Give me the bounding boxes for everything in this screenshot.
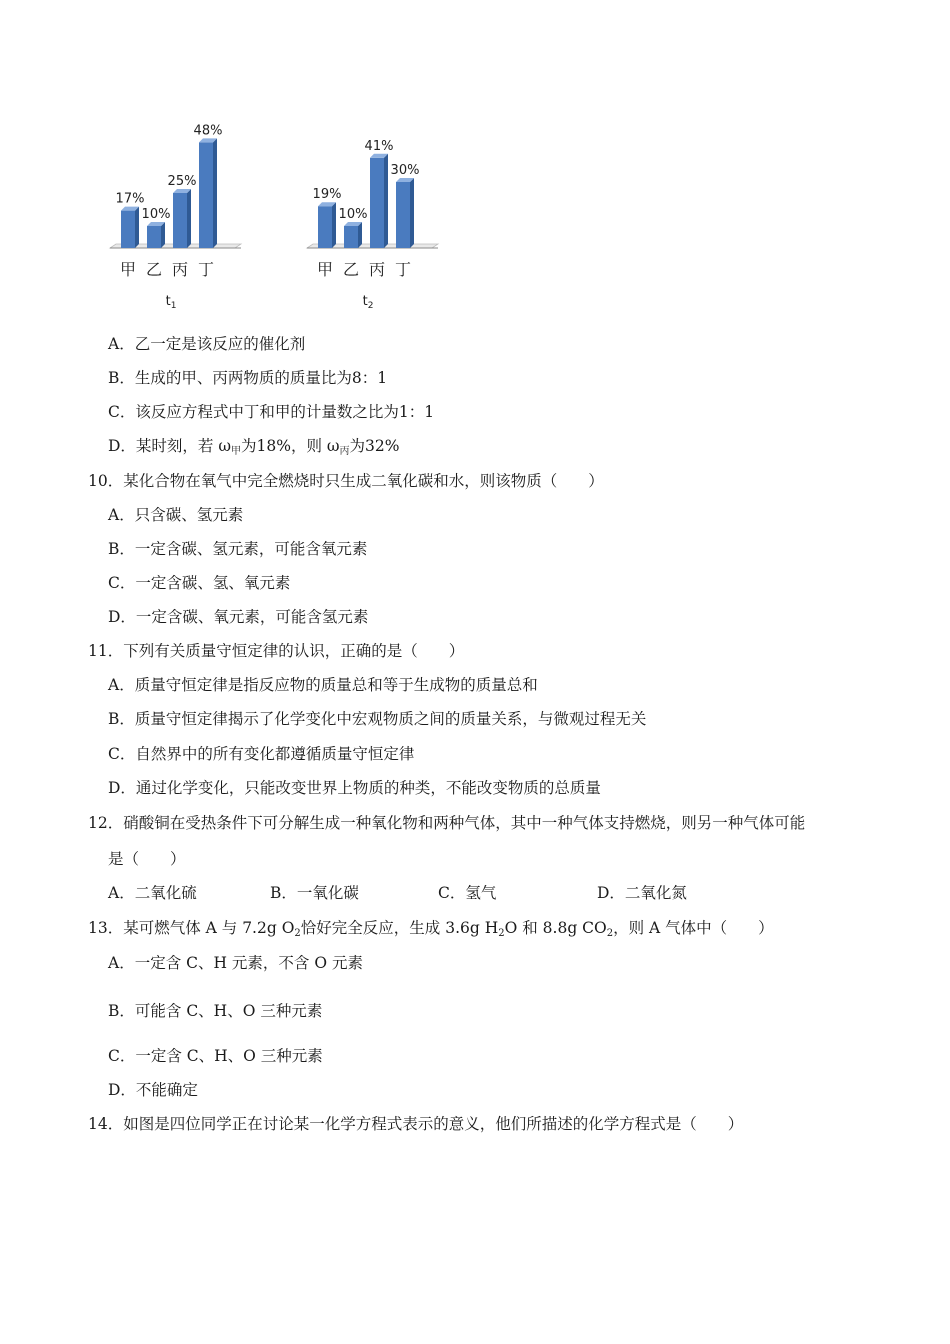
category-label-甲: 甲: [119, 260, 137, 279]
chart-xlabel-subscript: 2: [367, 301, 374, 311]
data-label-丁: 30%: [390, 163, 420, 178]
bar-side-甲: [135, 207, 139, 248]
bar-chart-t1: [105, 118, 255, 317]
q13-option-c: C．一定含 C、H、O 三种元素: [108, 1047, 323, 1065]
q13-stem-text-4: ，则 A 气体中（ ）: [613, 919, 774, 937]
chart-xlabel: $t_2$: [362, 294, 374, 311]
q12-stem-line-2: 是（ ）: [108, 850, 186, 868]
q10-stem: 10．某化合物在氧气中完全燃烧时只生成二氧化碳和水，则该物质（ ）: [88, 472, 604, 490]
q12-option-a: A．二氧化硫: [108, 884, 197, 902]
category-label-丙: 丙: [171, 260, 189, 279]
q9-option-d-sub-2: 丙: [339, 446, 350, 457]
q9-option-d-text-3: 为32%: [349, 437, 400, 455]
q10-option-a: A．只含碳、氢元素: [108, 506, 244, 524]
q11-option-a: A．质量守恒定律是指反应物的质量总和等于生成物的质量总和: [108, 676, 538, 694]
q13-option-d: D．不能确定: [108, 1081, 198, 1099]
bar-chart-t2: [302, 118, 452, 317]
data-label-丁: 48%: [193, 123, 223, 139]
category-label-丙: 丙: [368, 260, 386, 279]
q11-option-c: C．自然界中的所有变化都遵循质量守恒定律: [108, 745, 415, 763]
q9-option-d-sub-1: 甲: [231, 446, 241, 457]
chart-xlabel: $t_1$: [165, 294, 177, 311]
q9-option-a: A．乙一定是该反应的催化剂: [108, 335, 306, 353]
q12-option-d: D．二氧化氮: [597, 884, 687, 902]
bar-chart-t2-svg: [302, 118, 452, 313]
data-label-乙: 10%: [141, 207, 171, 222]
category-label-丁: 丁: [394, 260, 412, 279]
q13-option-b: B．可能含 C、H、O 三种元素: [108, 1002, 323, 1020]
bar-side-丙: [384, 154, 388, 248]
q12-option-b: B．一氧化碳: [270, 884, 359, 902]
q9-option-d-text-2: 为18%，则 ω: [241, 437, 340, 455]
category-label-乙: 乙: [342, 260, 360, 279]
q13-stem-text-3: O 和 8.8g CO: [504, 919, 607, 937]
q13-option-a: A．一定含 C、H 元素，不含 O 元素: [108, 954, 363, 972]
bar-甲: [121, 211, 135, 248]
data-label-丙: 41%: [364, 138, 394, 154]
data-label-甲: 19%: [312, 187, 342, 203]
bar-side-丙: [187, 189, 191, 248]
q10-option-b: B．一定含碳、氢元素，可能含氧元素: [108, 540, 368, 558]
q12-option-c: C．氢气: [438, 884, 497, 902]
q13-stem-text-1: 13．某可燃气体 A 与 7.2g O: [88, 919, 295, 937]
q11-option-d: D．通过化学变化，只能改变世界上物质的种类，不能改变物质的总质量: [108, 779, 601, 797]
q13-stem-sub-1: 2: [294, 928, 301, 939]
bar-side-甲: [332, 202, 336, 248]
bar-乙: [344, 226, 358, 248]
bar-side-丁: [410, 178, 414, 248]
bar-side-乙: [161, 222, 165, 248]
data-label-丙: 25%: [167, 174, 197, 189]
bar-乙: [147, 226, 161, 248]
q12-stem-line-1: 12．硝酸铜在受热条件下可分解生成一种氧化物和两种气体，其中一种气体支持燃烧，则另一种气体可能: [88, 814, 806, 832]
q14-stem: 14．如图是四位同学正在讨论某一化学方程式表示的意义，他们所描述的化学方程式是（ ）: [88, 1115, 744, 1133]
category-label-乙: 乙: [145, 260, 163, 279]
q11-stem: 11．下列有关质量守恒定律的认识，正确的是（ ）: [88, 642, 465, 660]
category-label-甲: 甲: [316, 260, 334, 279]
q11-option-b: B．质量守恒定律揭示了化学变化中宏观物质之间的质量关系，与微观过程无关: [108, 710, 647, 728]
bar-丙: [370, 158, 384, 248]
q10-option-d: D．一定含碳、氧元素，可能含氢元素: [108, 608, 369, 626]
bar-side-乙: [358, 222, 362, 248]
data-label-甲: 17%: [115, 191, 145, 207]
bar-丁: [396, 182, 410, 248]
q9-option-d-text-1: D．某时刻，若 ω: [108, 437, 231, 455]
bar-丙: [173, 193, 187, 248]
q9-option-c: C．该反应方程式中丁和甲的计量数之比为1：1: [108, 403, 435, 421]
q13-stem-text-2: 恰好完全反应，生成 3.6g H: [300, 919, 499, 937]
q13-stem-sub-3: 2: [606, 928, 614, 939]
data-label-乙: 10%: [338, 207, 368, 222]
q13-stem: [88, 918, 774, 938]
q10-option-c: C．一定含碳、氢、氧元素: [108, 574, 291, 592]
q13-stem-sub-2: 2: [498, 928, 505, 939]
bar-side-丁: [213, 138, 217, 248]
category-label-丁: 丁: [197, 260, 215, 279]
q9-option-b: B．生成的甲、丙两物质的质量比为8：1: [108, 369, 388, 387]
bar-chart-t1-svg: [105, 118, 255, 313]
bar-丁: [199, 142, 213, 248]
chart-xlabel-subscript: 1: [170, 301, 177, 311]
bar-甲: [318, 206, 332, 248]
q9-option-d: [108, 436, 399, 456]
